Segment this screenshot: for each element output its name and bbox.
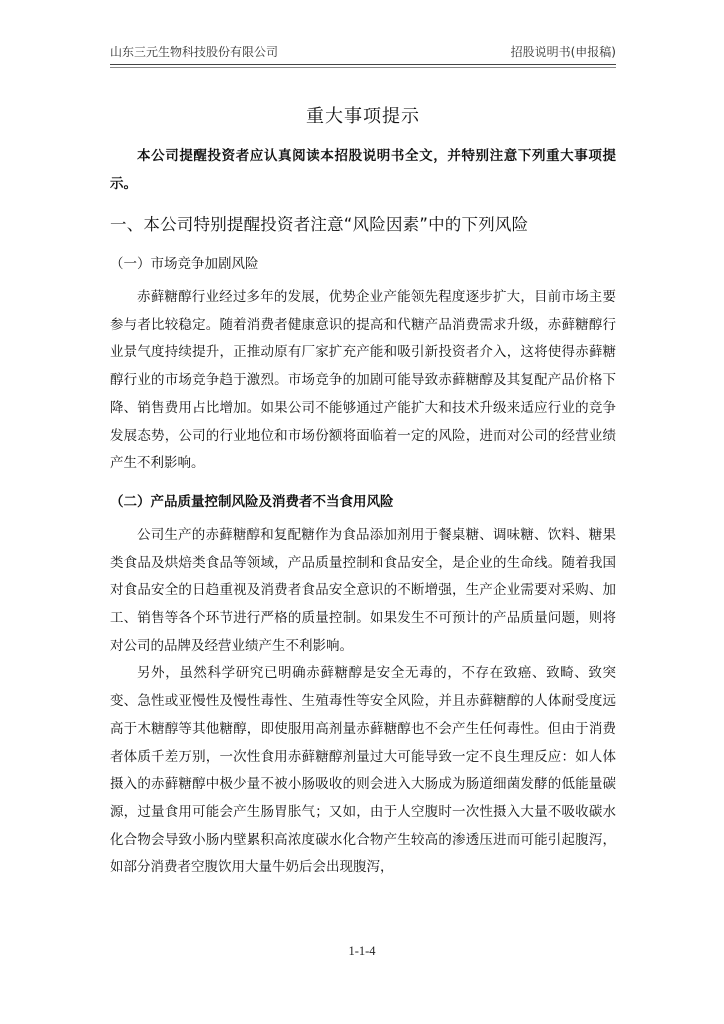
header-document-name: 招股说明书(申报稿)	[510, 45, 616, 59]
paragraph-market-competition: 赤藓糖醇行业经过多年的发展，优势企业产能领先程度逐步扩大，目前市场主要参与者比较稳定。随着消费者健康意识的提高和代糖产品消费需求升级，赤藓糖醇行业景气度持续提升，正推动原有厂家扩充产能和吸引新投资者介入，这将使得赤藓糖醇行业的市场竞争趋于激烈。市场竞争的加剧可能导致赤藓糖醇及其复配产品价格下降、销售费用占比增加。如果公司不能够通过产能扩大和技术升级来适应行业的竞争发展态势，公司的行业地位和市场份额将面临着一定的风险，进而对公司的经营业绩产生不利影响。	[110, 289, 616, 472]
paragraph-quality-control: 公司生产的赤藓糖醇和复配糖作为食品添加剂用于餐桌糖、调味糖、饮料、糖果类食品及烘焙类食品等领域，产品质量控制和食品安全，是企业的生命线。随着我国对食品安全的日趋重视及消费者食品安全意识的不断增强，生产企业需要对采购、加工、销售等各个环节进行严格的质量控制。如果发生不可预计的产品质量问题，则将对公司的品牌及经营业绩产生不利影响。	[110, 526, 616, 654]
page-body	[110, 100, 616, 882]
section-heading: 一、本公司特别提醒投资者注意“风险因素”中的下列风险	[110, 215, 529, 234]
page-header	[110, 40, 616, 65]
investor-notice: 本公司提醒投资者应认真阅读本招股说明书全文，并特别注意下列重大事项提示。	[110, 148, 616, 192]
page-number: 1-1-4	[348, 944, 376, 958]
paragraph-improper-consumption: 另外，虽然科学研究已明确赤藓糖醇是安全无毒的，不存在致癌、致畸、致突变、急性或亚慢性及慢性毒性、生殖毒性等安全风险，并且赤藓糖醇的人体耐受度远高于木糖醇等其他糖醇，即使服用高剂量赤藓糖醇也不会产生任何毒性。但由于消费者体质千差万别，一次性食用赤藓糖醇剂量过大可能导致一定不良生理反应：如人体摄入的赤藓糖醇中极少量不被小肠吸收的则会进入大肠成为肠道细菌发酵的低能量碳源，过量食用可能会产生肠胃胀气；又如，由于人空腹时一次性摄入大量不吸收碳水化合物会导致小肠内壁累积高浓度碳水化合物产生较高的渗透压进而可能引起腹泻，如部分消费者空腹饮用大量牛奶后会出现腹泻，	[110, 665, 616, 876]
page-title: 重大事项提示	[306, 106, 420, 127]
header-divider	[110, 67, 616, 68]
header-company-name: 山东三元生物科技股份有限公司	[110, 45, 279, 59]
subsection-heading-quality-control: （二）产品质量控制风险及消费者不当食用风险	[110, 493, 394, 510]
subsection-heading-market-competition: （一）市场竞争加剧风险	[110, 256, 259, 272]
